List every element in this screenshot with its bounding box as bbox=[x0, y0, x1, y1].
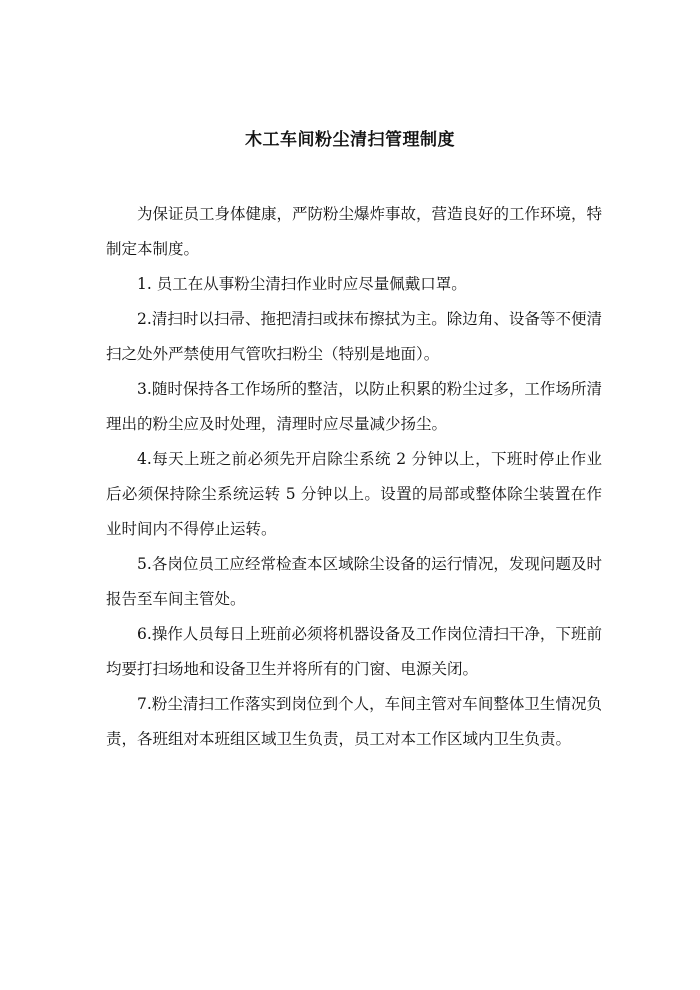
intro-paragraph: 为保证员工身体健康，严防粉尘爆炸事故，营造良好的工作环境，特制定本制度。 bbox=[106, 205, 603, 258]
rule-item-2: 2.清扫时以扫帚、拖把清扫或抹布擦拭为主。除边角、设备等不便清扫之处外严禁使用气管吹扫粉尘（特别是地面）。 bbox=[106, 310, 602, 363]
document-title: 木工车间粉尘清扫管理制度 bbox=[245, 130, 455, 150]
rule-item-1: 1. 员工在从事粉尘清扫作业时应尽量佩戴口罩。 bbox=[137, 275, 467, 293]
rule-item-3: 3.随时保持各工作场所的整洁，以防止积累的粉尘过多，工作场所清理出的粉尘应及时处理，清理时应尽量减少扬尘。 bbox=[106, 380, 602, 433]
rule-item-7: 7.粉尘清扫工作落实到岗位到个人，车间主管对车间整体卫生情况负责，各班组对本班组区域卫生负责，员工对本工作区域内卫生负责。 bbox=[106, 695, 602, 748]
document-body bbox=[106, 197, 602, 757]
rule-item-5: 5.各岗位员工应经常检查本区域除尘设备的运行情况，发现问题及时报告至车间主管处。 bbox=[106, 555, 602, 608]
rule-item-4: 4.每天上班之前必须先开启除尘系统 2 分钟以上，下班时停止作业后必须保持除尘系统运转 5 分钟以上。设置的局部或整体除尘装置在作业时间内不得停止运转。 bbox=[106, 450, 602, 538]
rule-item-6: 6.操作人员每日上班前必须将机器设备及工作岗位清扫干净，下班前均要打扫场地和设备卫生并将所有的门窗、电源关闭。 bbox=[106, 625, 602, 678]
